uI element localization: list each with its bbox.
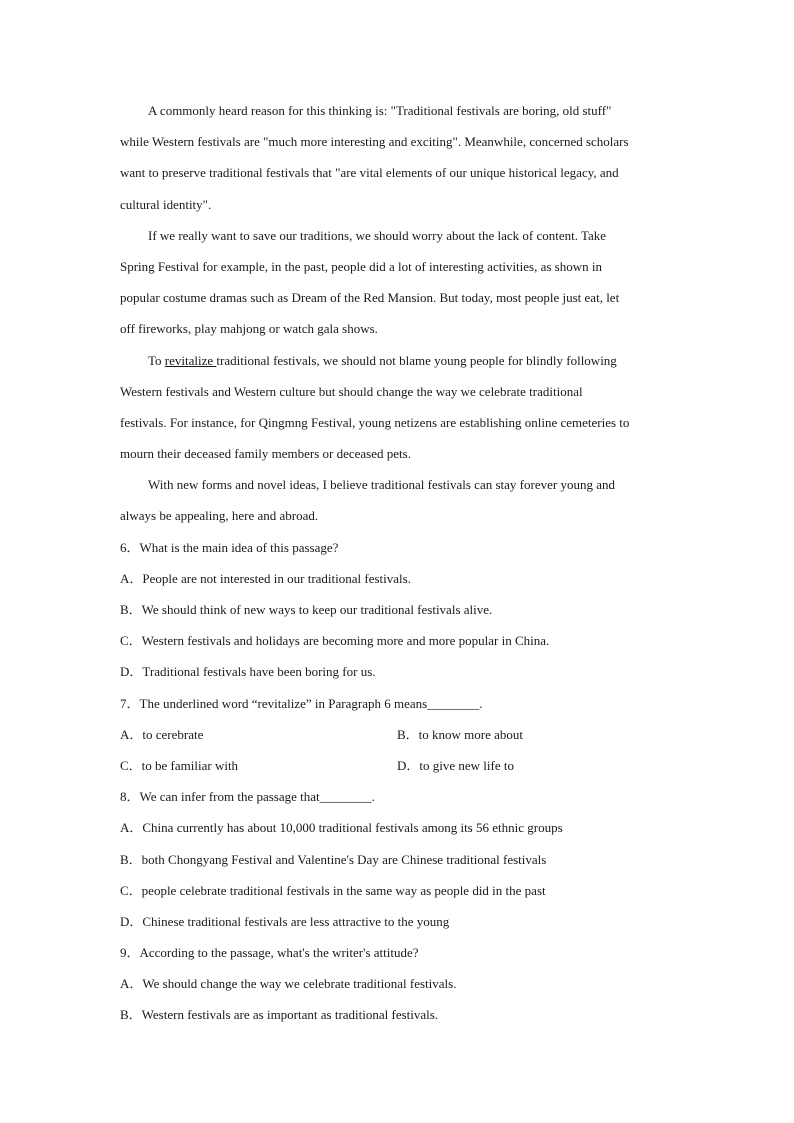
paragraph-line: mourn their deceased family members or deceased pets. xyxy=(120,446,411,462)
paragraph-line: while Western festivals are "much more interesting and exciting". Meanwhile, concerned scholars xyxy=(120,134,629,150)
option-d: D．Traditional festivals have been boring for us. xyxy=(120,664,376,680)
options-row xyxy=(120,719,680,750)
paragraph-line: want to preserve traditional festivals that "are vital elements of our unique historical legacy, and xyxy=(120,165,619,181)
option-a: A．We should change the way we celebrate traditional festivals. xyxy=(120,976,457,992)
text-run: traditional festivals, we should not blame young people for blindly following xyxy=(216,352,617,368)
paragraph-line: With new forms and novel ideas, I believe traditional festivals can stay forever young and xyxy=(148,477,615,493)
underlined-word: revitalize xyxy=(164,352,217,368)
question-6 xyxy=(120,532,680,688)
option-c: C．to be familiar with xyxy=(120,757,239,773)
paragraph-line: popular costume dramas such as Dream of the Red Mansion. But today, most people just eat, let xyxy=(120,290,620,306)
paragraph-3 xyxy=(120,95,680,220)
question-stem: 8．We can infer from the passage that________. xyxy=(120,789,375,805)
paragraph-6 xyxy=(120,469,680,531)
paragraph-5 xyxy=(120,345,680,470)
option-c: C．people celebrate traditional festivals in the same way as people did in the past xyxy=(120,882,546,898)
paragraph-line: off fireworks, play mahjong or watch gala shows. xyxy=(120,321,378,337)
paragraph-line xyxy=(120,345,680,376)
option-a: A．to cerebrate xyxy=(120,726,204,742)
exam-page xyxy=(120,95,680,1031)
question-stem: 6．What is the main idea of this passage? xyxy=(120,539,339,555)
paragraph-line: If we really want to save our traditions, we should worry about the lack of content. Take xyxy=(148,227,607,243)
text-run: To xyxy=(148,352,165,368)
options-row xyxy=(120,750,680,781)
option-a: A．China currently has about 10,000 traditional festivals among its 56 ethnic groups xyxy=(120,820,563,836)
option-b: B．Western festivals are as important as traditional festivals. xyxy=(120,1007,439,1023)
option-b: B．to know more about xyxy=(397,726,524,742)
paragraph-line: Spring Festival for example, in the past, people did a lot of interesting activities, as shown in xyxy=(120,258,602,274)
paragraph-line: festivals. For instance, for Qingmng Festival, young netizens are establishing online cemeteries to xyxy=(120,414,630,430)
option-b: B．both Chongyang Festival and Valentine's Day are Chinese traditional festivals xyxy=(120,851,547,867)
option-c: C．Western festivals and holidays are becoming more and more popular in China. xyxy=(120,633,550,649)
question-stem: 9．According to the passage, what's the writer's attitude? xyxy=(120,945,419,961)
question-9 xyxy=(120,937,680,1031)
paragraph-line: always be appealing, here and abroad. xyxy=(120,508,319,524)
question-7 xyxy=(120,688,680,782)
option-b: B．We should think of new ways to keep our traditional festivals alive. xyxy=(120,602,493,617)
paragraph-4 xyxy=(120,220,680,345)
paragraph-line: cultural identity". xyxy=(120,196,212,212)
paragraph-line: A commonly heard reason for this thinking is: "Traditional festivals are boring, old stuff" xyxy=(148,103,612,118)
question-8 xyxy=(120,781,680,937)
option-a: A．People are not interested in our traditional festivals. xyxy=(120,570,411,586)
question-stem: 7．The underlined word “revitalize” in Paragraph 6 means________. xyxy=(120,695,483,711)
paragraph-line: Western festivals and Western culture but should change the way we celebrate traditional xyxy=(120,383,583,399)
option-d: D．to give new life to xyxy=(397,757,514,773)
option-d: D．Chinese traditional festivals are less attractive to the young xyxy=(120,913,450,929)
